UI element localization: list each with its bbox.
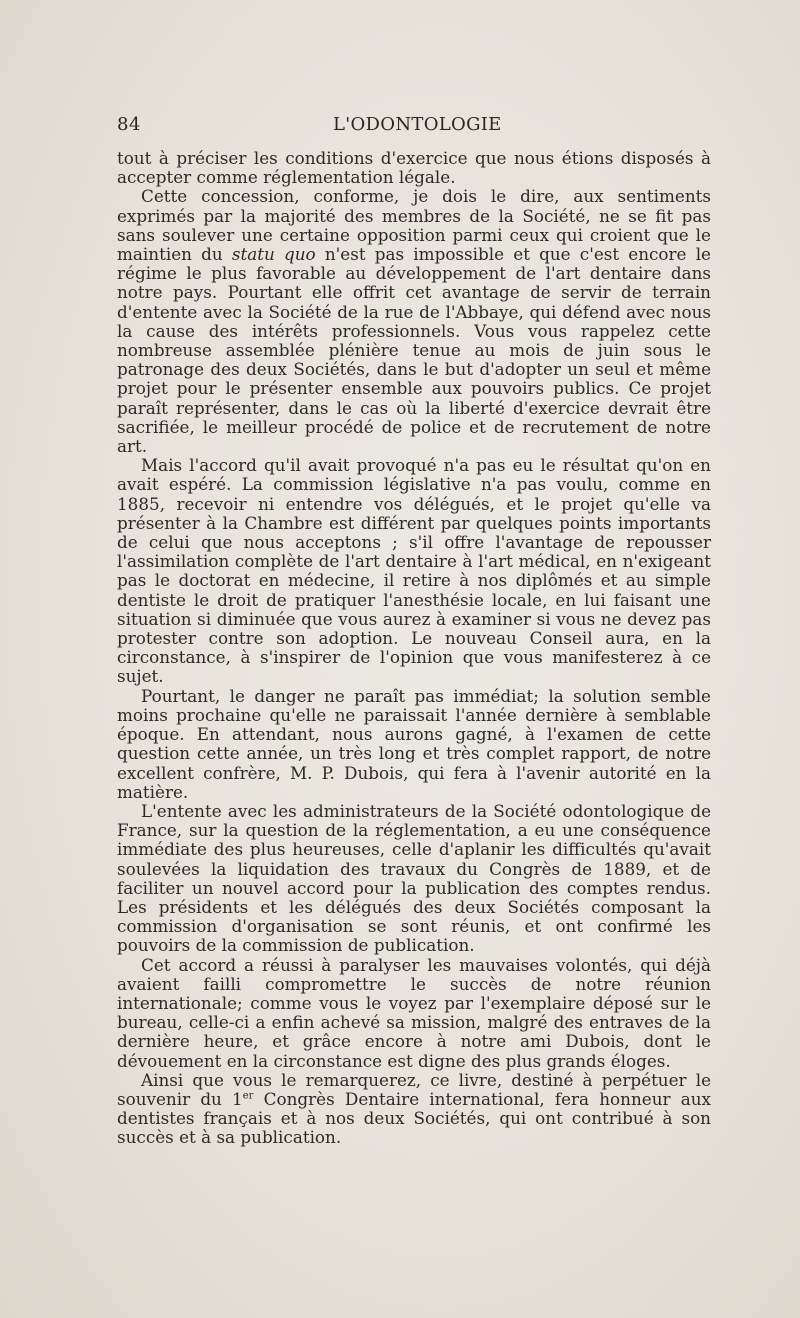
paragraph-paralyser: Cet accord a réussi à paralyser les mauvaises volontés, qui déjà avaient failli compromettre le succès de notre réunion internationale; comme vous le voyez par l'exemplaire déposé sur le bureau, celle-ci a enfin achevé sa mission, malgré des entraves de la dernière heure, et grâce encore à notre ami Dubois, dont le dévouement en la circonstance est digne des plus grands éloges. — [117, 954, 711, 1071]
paragraph-concession-part-1: Cette concession, conforme, je dois le dire, aux sentiments exprimés par la majorité des membres de la Société, ne se fit pas sans soulever une certaine opposition parmi ceux qui croient que le maintien du — [117, 186, 711, 265]
ordinal-superscript: er — [242, 1090, 254, 1102]
statu-quo-italic: statu quo — [231, 244, 316, 265]
running-head — [117, 114, 711, 140]
paragraph-danger: Pourtant, le danger ne paraît pas immédiat; la solution semble moins prochaine qu'elle ne paraissait l'année dernière à semblable époque. En attendant, nous aurons gagné, à l'examen de cette question cette année, un très long et très complet rapport, de notre excellent confrère, M. P. Dubois, qui fera à l'avenir autorité en la matière. — [117, 685, 711, 802]
paragraph-conclusion — [117, 1071, 711, 1148]
paragraph-conclusion-part-2: Congrès Dentaire international, fera honneur aux dentistes français et à nos deux Sociétés, qui ont contribué à son succès et à sa publication. — [117, 1088, 711, 1148]
page-number: 84 — [117, 114, 141, 135]
journal-title: L'ODONTOLOGIE — [333, 114, 502, 135]
paragraph-entente: L'entente avec les administrateurs de la Société odontologique de France, sur la question de la réglementation, a eu une conséquence immédiate des plus heureuses, celle d'aplanir les difficultés qu'avait soulevées la liquidation des travaux du Congrès de 1889, et de faciliter un nouvel accord pour la publication des comptes rendus. Les présidents et les délégués des deux Sociétés composant la commission d'organisation se sont réunis, et ont confirmé les pouvoirs de la commission de publication. — [117, 800, 711, 956]
paragraph-conclusion-part-1: Ainsi que vous le remarquerez, ce livre, destiné à perpétuer le souvenir du 1 — [117, 1069, 711, 1109]
paragraph-concession — [117, 187, 711, 456]
paragraph-continuation: tout à préciser les conditions d'exercice que nous étions disposés à accepter comme réglementation légale. — [117, 148, 711, 188]
paragraph-accord: Mais l'accord qu'il avait provoqué n'a pas eu le résultat qu'on en avait espéré. La commission législative n'a pas voulu, comme en 1885, recevoir ni entendre vos délégués, et le projet qu'elle va présenter à la Chambre est différent par quelques points importants de celui que nous acceptons ; s'il offre l'avantage de repousser l'assimilation complète de l'art dentaire à l'art médical, en n'exigeant pas le doctorat en médecine, il retire à nos diplômés et au simple dentiste le droit de pratiquer l'anesthésie locale, en lui faisant une situation si diminuée que vous aurez à examiner si vous ne devez pas protester contre son adoption. Le nouveau Conseil aura, en la circonstance, à s'inspirer de l'opinion que vous manifesterez à ce sujet. — [117, 455, 711, 687]
body-text — [117, 149, 711, 1148]
paragraph-concession-part-2: n'est pas impossible et que c'est encore le régime le plus favorable au développement de l'art dentaire dans notre pays. Pourtant elle offrit cet avantage de servir de terrain d'entente avec la Société de la rue de l'Abbaye, qui défend avec nous la cause des intérêts professionnels. Vous vous rappelez cette nombreuse assemblée plénière tenue au mois de juin sous le patronage des deux Sociétés, dans le but d'adopter un seul et même projet pour le présenter ensemble aux pouvoirs publics. Ce projet paraît représenter, dans le cas où la liberté d'exercice devrait être sacrifiée, le meilleur procédé de police et de recrutement de notre art. — [117, 244, 711, 457]
